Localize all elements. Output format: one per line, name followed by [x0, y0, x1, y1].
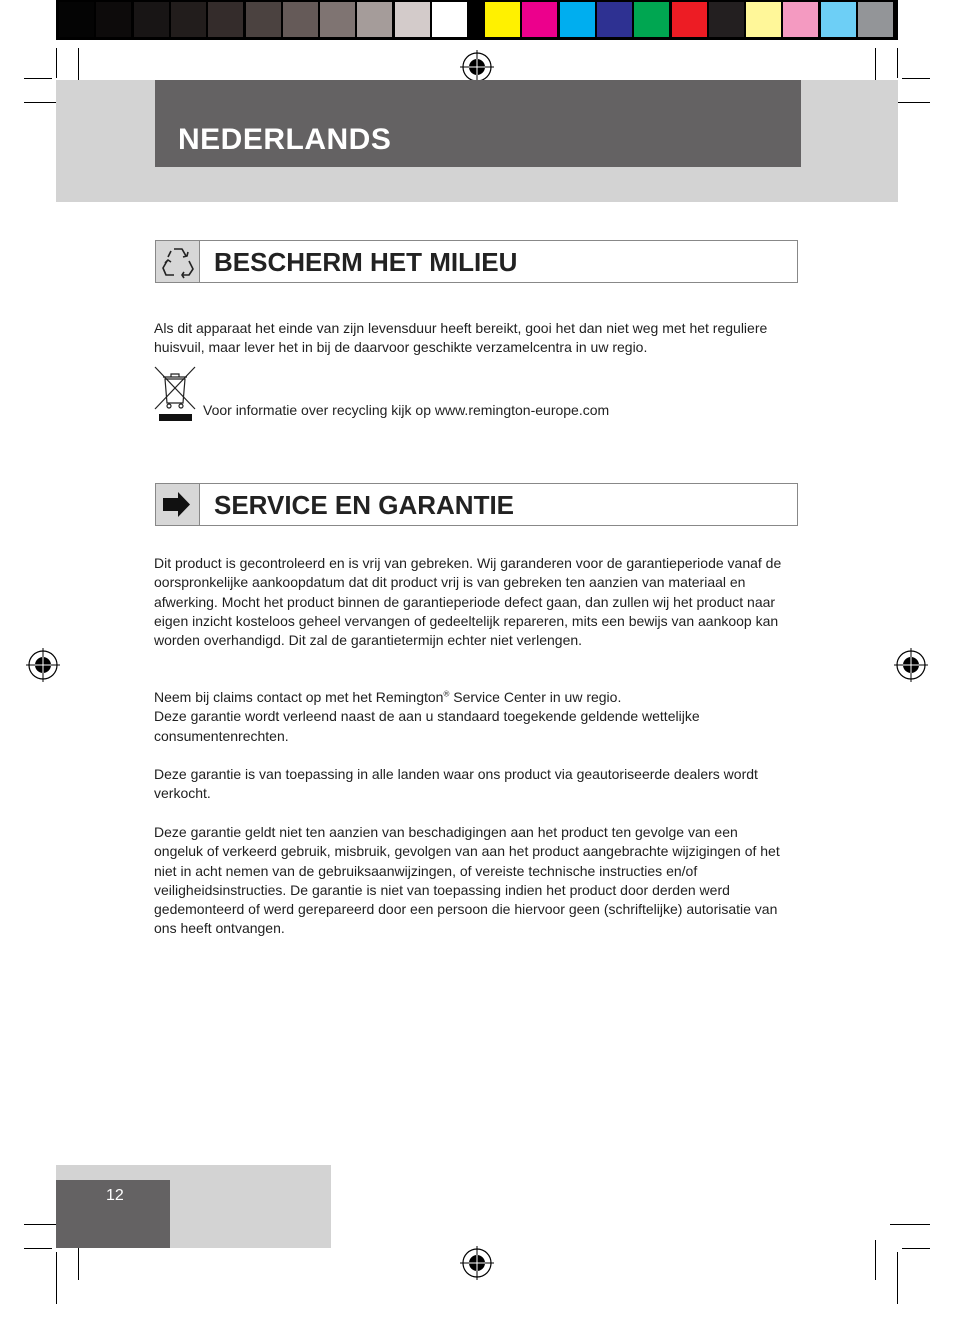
registration-mark-icon — [26, 648, 60, 682]
color-swatch — [597, 2, 632, 37]
color-swatch — [634, 2, 669, 37]
color-swatch — [59, 2, 94, 37]
color-swatch — [560, 2, 595, 37]
warranty-text: Dit product is gecontroleerd en is vrij van gebreken. Wij garanderen voor de garantieperiode vanaf de oorspronkelijke aankoopdatum dat dit product vrij is van gebreken ten aanzien van materiaal en afwerking. Mocht het product binnen de garantieperiode defect gaan, dan zullen wij het product naar eigen inzicht kosteloos geheel vervangen of gedeeltelijk repareren, mits een bewijs van aankoop kan worden overhandigd. Dit zal de garantietermijn echter niet verlengen. — [154, 555, 782, 649]
registration-mark-icon — [894, 648, 928, 682]
page-title: NEDERLANDS — [178, 123, 392, 156]
registration-mark-icon — [460, 1246, 494, 1280]
claims-text-part: Neem bij claims contact op met het Remington — [154, 689, 444, 705]
environment-paragraph — [154, 319, 794, 358]
service-paragraph-4 — [154, 823, 782, 939]
service-paragraph-2 — [154, 688, 782, 746]
color-swatch — [746, 2, 781, 37]
color-calibration-bar — [56, 0, 898, 40]
recycling-info-text: Voor informatie over recycling kijk op www.remington-europe.com — [203, 402, 610, 418]
service-paragraph-3 — [154, 765, 782, 804]
registration-mark-icon — [460, 50, 494, 84]
color-swatch — [395, 2, 430, 37]
countries-text: Deze garantie is van toepassing in alle landen waar ons product via geautoriseerde dealers wordt verkocht. — [154, 766, 758, 802]
color-swatch — [485, 2, 520, 37]
section-title-environment: BESCHERM HET MILIEU — [214, 247, 518, 277]
arrow-right-icon — [156, 484, 200, 525]
section-header-service — [155, 483, 798, 526]
service-paragraph-1 — [154, 554, 782, 650]
color-swatch — [783, 2, 818, 37]
color-swatch — [283, 2, 318, 37]
color-swatch — [208, 2, 243, 37]
section-header-environment — [155, 240, 798, 283]
consumer-rights-text: Deze garantie wordt verleend naast de aan u standaard toegekende geldende wettelijke consumentenrechten. — [154, 708, 700, 744]
section-title-service: SERVICE EN GARANTIE — [214, 490, 515, 520]
color-swatch — [96, 2, 131, 37]
color-swatch — [672, 2, 707, 37]
registered-mark: ® — [443, 689, 450, 699]
recycle-icon — [156, 241, 200, 282]
color-swatch — [858, 2, 893, 37]
color-swatch — [171, 2, 206, 37]
crossed-out-wheelie-bin-icon — [153, 365, 197, 423]
color-swatch — [320, 2, 355, 37]
color-swatch — [821, 2, 856, 37]
color-swatch — [357, 2, 392, 37]
environment-text: Als dit apparaat het einde van zijn levensduur heeft bereikt, gooi het dan niet weg met het reguliere huisvuil, maar lever het in bij de daarvoor geschikte verzamelcentra in uw regio. — [154, 320, 768, 356]
color-swatch — [246, 2, 281, 37]
page-number: 12 — [106, 1187, 124, 1204]
section-icon-box — [156, 241, 200, 282]
color-swatch — [709, 2, 744, 37]
color-swatch — [432, 2, 467, 37]
exclusions-text: Deze garantie geldt niet ten aanzien van beschadigingen aan het product ten gevolge van een ongeluk of verkeerd gebruik, misbruik, gevolgen van aan het product aangebrachte wijzigingen of het niet in acht nemen van de gebruiksaanwijzingen, of vereiste technische instructies en/of veiligheidsinstructies. De garantie is niet van toepassing indien het product door derden werd gedemonteerd of werd gerepareerd door een persoon die hiervoor geen (schriftelijke) autorisatie van ons heeft ontvangen. — [154, 824, 780, 937]
color-swatch — [134, 2, 169, 37]
section-icon-box — [156, 484, 200, 525]
claims-text-part: Service Center in uw regio. — [449, 689, 622, 705]
color-swatch — [522, 2, 557, 37]
claims-text — [154, 688, 782, 707]
